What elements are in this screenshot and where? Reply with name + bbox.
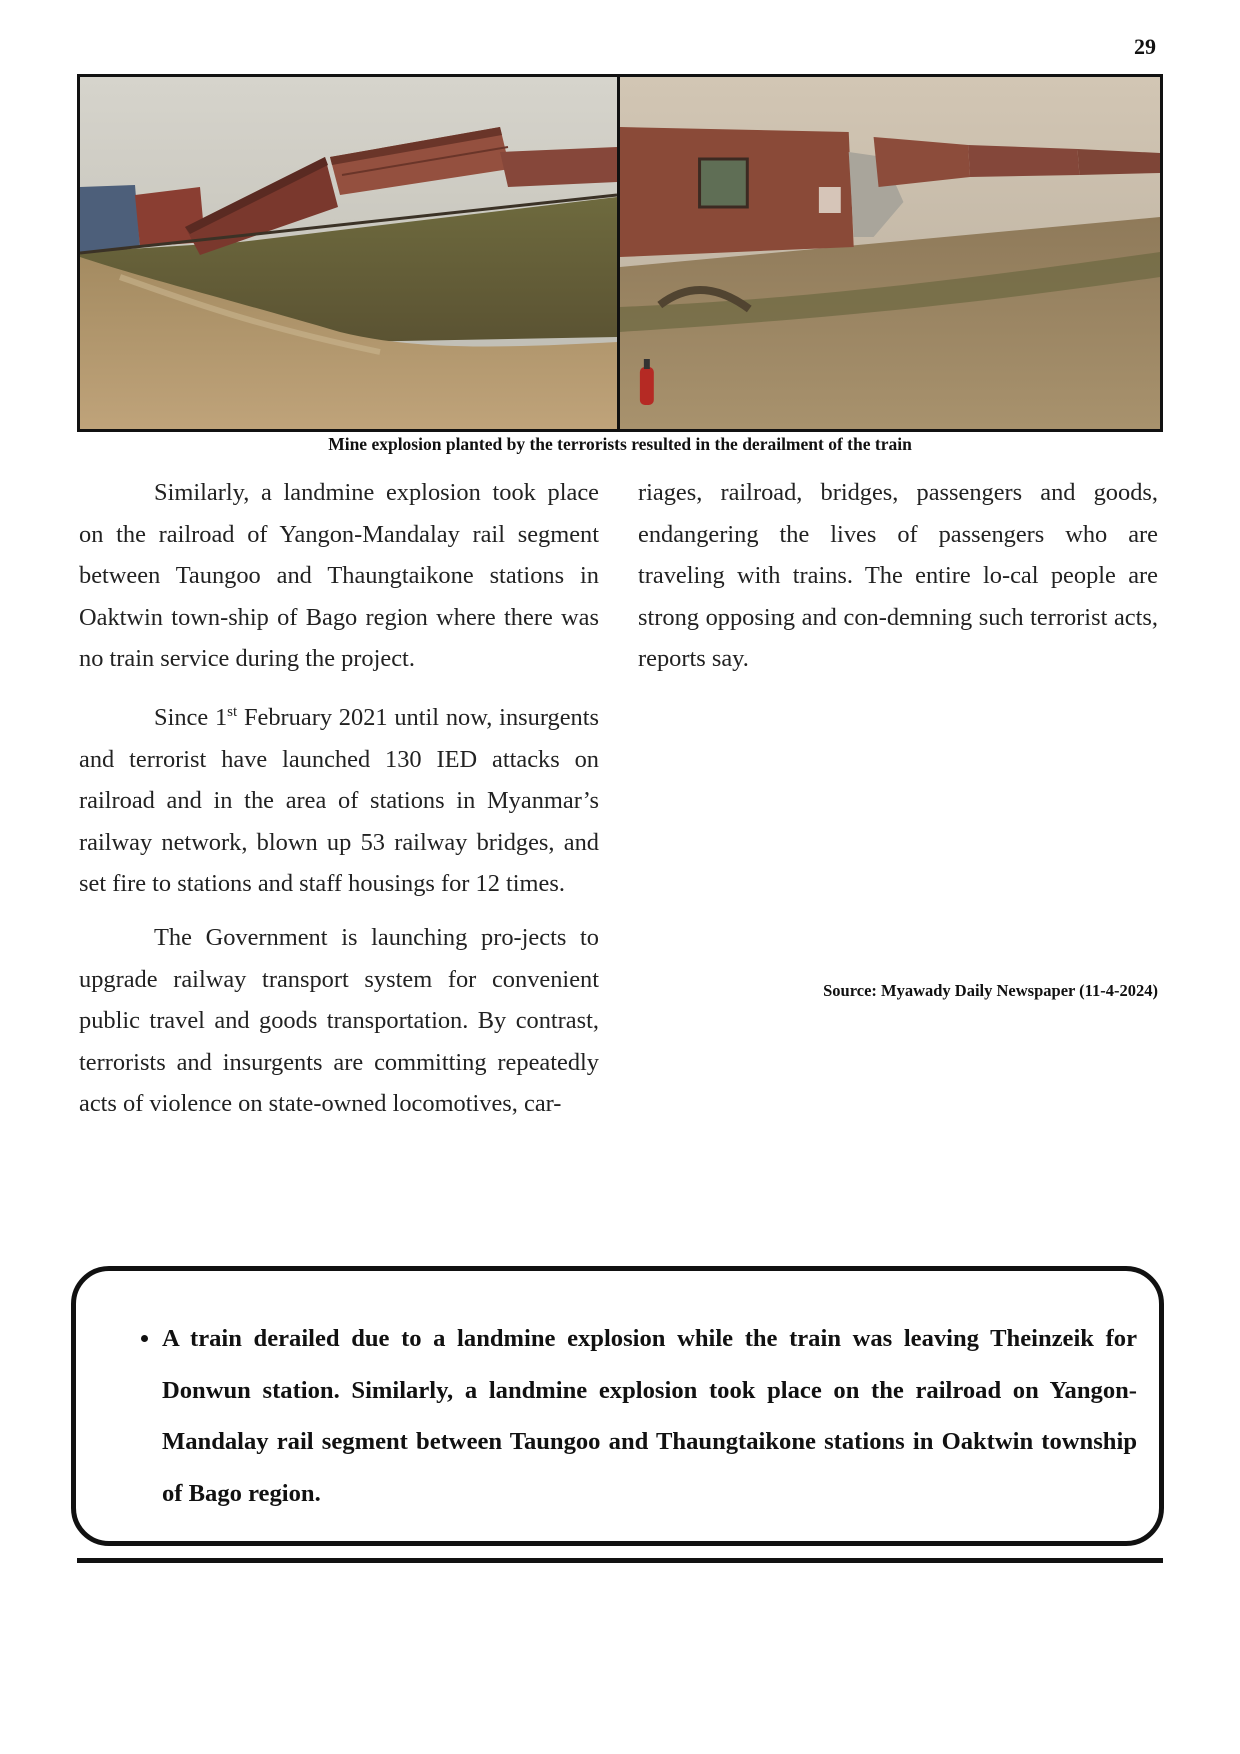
- summary-list: [132, 1313, 1137, 1519]
- photo-strip: [77, 74, 1163, 432]
- bottom-rule: [77, 1558, 1163, 1563]
- article-paragraph: riages, railroad, bridges, passengers and goods, endangering the lives of passengers who are traveling with trains. The entire lo-cal people are strong opposing and con-demning such terrorist acts, reports say.: [638, 479, 1158, 673]
- article-paragraph: The Government is launching pro-jects to upgrade railway transport system for convenient public travel and goods transportation. By contrast, terrorists and insurgents are committing repeatedly acts of violence on state-owned locomotives, car-: [79, 924, 599, 1118]
- article-paragraph: Since 1st February 2021 until now, insurgents and terrorist have launched 130 IED attacks on railroad and in the area of stations in Myanmar’s railway network, blown up 53 railway bridges, and set fire to stations and staff housings for 12 times.: [79, 703, 599, 898]
- figure-caption: Mine explosion planted by the terrorists resulted in the derailment of the train: [328, 434, 912, 454]
- ordinal-superscript: st: [227, 703, 238, 720]
- derailed-train-illustration-right: [620, 77, 1160, 429]
- summary-bullet: • A train derailed due to a landmine explosion while the train was leaving Theinzeik for Donwun station. Similarly, a landmine explosion took place on the railroad on Yangon-Mandalay rail segment between Taungoo and Thaungtaikone stations in Oaktwin township of Bago region.: [162, 1313, 1137, 1519]
- derailed-train-illustration-left: [80, 77, 617, 429]
- summary-box: [71, 1266, 1164, 1546]
- derailed-train-photo-left: [80, 77, 620, 429]
- derailed-train-photo-right: [620, 77, 1160, 429]
- page-number: 29: [1134, 34, 1156, 59]
- article-paragraph: Similarly, a landmine explosion took place on the railroad of Yangon-Mandalay rail segment between Taungoo and Thaungtaikone stations in Oaktwin town-ship of Bago region where there was no train service during the project.: [79, 479, 599, 673]
- article-column-right: [638, 472, 1158, 692]
- article-column-left: [79, 472, 599, 1137]
- source-credit: Source: Myawady Daily Newspaper (11-4-2024): [823, 981, 1158, 1000]
